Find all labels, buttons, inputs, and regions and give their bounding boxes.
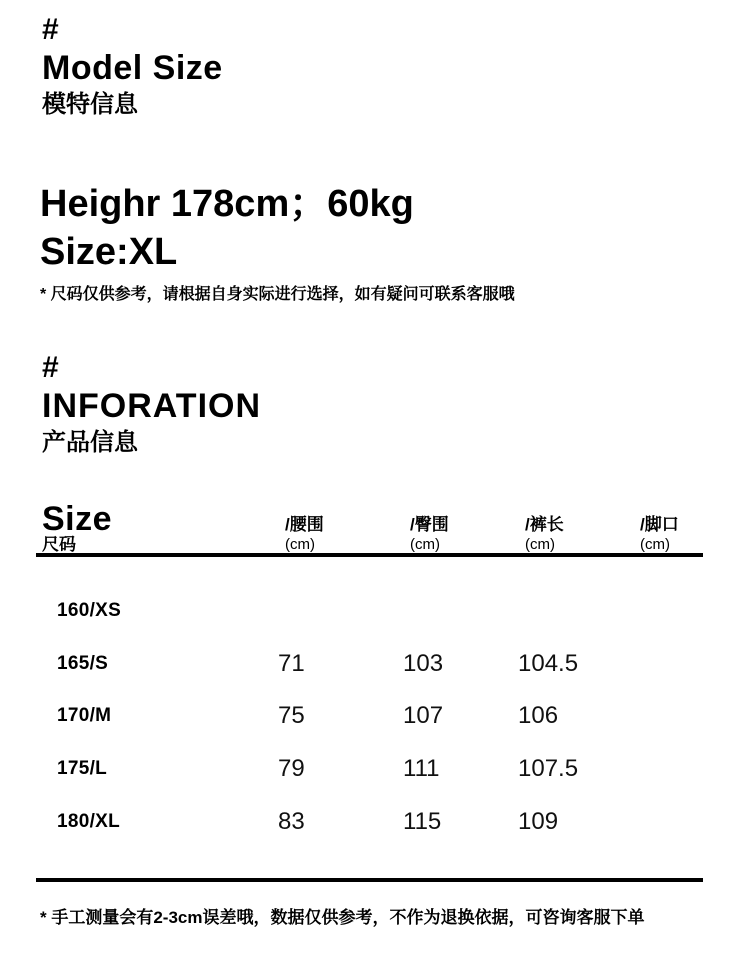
row-size-label: 165/S <box>57 652 109 674</box>
information-section-header <box>42 350 261 460</box>
table-row <box>0 585 750 638</box>
model-measurements <box>40 180 414 276</box>
cell-hip: 115 <box>403 807 442 835</box>
information-subtitle: 产品信息 <box>42 429 138 456</box>
column-header-hip-name: /臀围 <box>410 515 449 534</box>
column-header-hip-unit: (cm) <box>410 536 440 553</box>
cell-waist: 75 <box>278 702 305 730</box>
table-row <box>0 743 750 796</box>
column-header-waist <box>278 515 403 555</box>
cell-waist: 71 <box>278 649 305 677</box>
size-table-body <box>0 557 750 848</box>
size-table-title-cell <box>36 500 278 555</box>
model-height-weight: Heighr 178cm；60kg <box>40 183 414 225</box>
column-header-waist-unit: (cm) <box>285 536 315 553</box>
cell-length: 106 <box>518 702 559 730</box>
model-size-title: Model Size <box>42 49 223 87</box>
sizing-disclaimer: * 尺码仅供参考，请根据自身实际进行选择，如有疑问可联系客服哦 <box>40 286 515 303</box>
model-size-subtitle: 模特信息 <box>42 91 138 118</box>
row-size-label: 160/XS <box>57 600 122 622</box>
size-table-title: Size <box>42 500 113 538</box>
model-size-section-header <box>42 12 223 122</box>
size-table-title-cn: 尺码 <box>42 535 76 554</box>
column-header-length-name: /裤长 <box>525 515 564 534</box>
row-size-label: 180/XL <box>57 810 121 832</box>
column-header-hem <box>633 515 703 555</box>
model-size-value: Size:XL <box>40 231 178 273</box>
cell-length: 109 <box>518 807 559 835</box>
cell-waist: 79 <box>278 755 305 783</box>
column-header-length <box>518 515 633 555</box>
cell-waist: 83 <box>278 807 305 835</box>
table-row <box>0 638 750 691</box>
cell-length: 104.5 <box>518 649 579 677</box>
column-header-waist-name: /腰围 <box>285 515 324 534</box>
column-header-hem-name: /脚口 <box>640 515 679 534</box>
row-size-label: 175/L <box>57 758 108 780</box>
information-hash: # <box>42 351 59 384</box>
footer-divider <box>36 878 703 882</box>
cell-hip: 107 <box>403 702 444 730</box>
column-header-hem-unit: (cm) <box>640 536 670 553</box>
cell-hip: 103 <box>403 649 444 677</box>
model-size-hash: # <box>42 13 59 46</box>
cell-hip: 111 <box>403 755 440 783</box>
column-header-hip <box>403 515 518 555</box>
row-size-label: 170/M <box>57 705 112 727</box>
table-row <box>0 690 750 743</box>
cell-length: 107.5 <box>518 755 579 783</box>
measurement-disclaimer: * 手工测量会有2-3cm误差哦，数据仅供参考，不作为退换依据，可咨询客服下单 <box>40 908 645 927</box>
size-table-header <box>36 500 703 557</box>
table-row <box>0 795 750 848</box>
column-header-length-unit: (cm) <box>525 536 555 553</box>
information-title: INFORATION <box>42 387 262 425</box>
